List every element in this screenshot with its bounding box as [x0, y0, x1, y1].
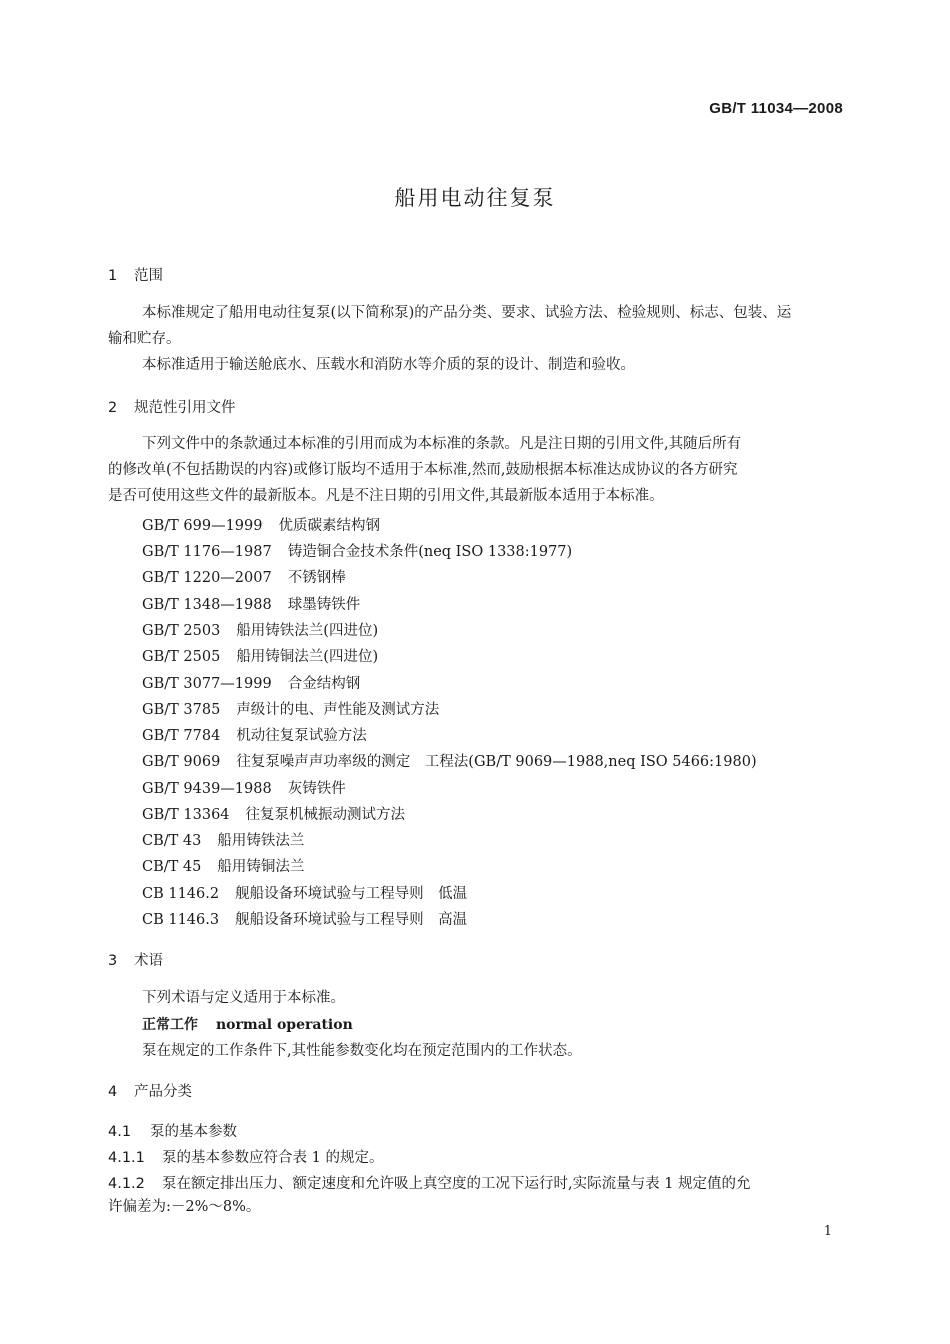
clause-4-1	[108, 1120, 237, 1141]
clause-number: 4.1	[108, 1124, 132, 1140]
section-2-heading	[108, 396, 236, 417]
reference-item	[142, 803, 405, 824]
clause-4-1-1	[108, 1146, 383, 1167]
section-title: 范围	[134, 268, 163, 284]
reference-code: GB/T 7784	[142, 728, 221, 744]
reference-name: 球墨铸铁件	[287, 597, 361, 613]
reference-item	[142, 593, 360, 614]
section-3-heading	[108, 949, 163, 970]
reference-item	[142, 855, 304, 876]
reference-name: 舰船设备环境试验与工程导则 低温	[235, 886, 468, 902]
reference-code: CB 1146.3	[142, 912, 220, 928]
reference-code: GB/T 9439—1988	[142, 781, 272, 797]
reference-name: 声级计的电、声性能及测试方法	[236, 702, 440, 718]
reference-item	[142, 750, 757, 771]
term-english: normal operation	[216, 1017, 353, 1033]
section-number: 4	[108, 1084, 118, 1100]
reference-code: GB/T 1220—2007	[142, 570, 272, 586]
reference-item	[142, 540, 572, 561]
paragraph-line: 的修改单(不包括勘误的内容)或修订版均不适用于本标准,然而,鼓励根据本标准达成协议的各方研究	[108, 462, 738, 478]
reference-name: 往复泵机械振动测试方法	[245, 807, 406, 823]
reference-code: CB/T 45	[142, 859, 202, 875]
section-4-heading	[108, 1080, 192, 1101]
clause-4-1-2	[108, 1172, 751, 1193]
clause-number: 4.1.1	[108, 1150, 145, 1166]
reference-name: 铸造铜合金技术条件(neq ISO 1338:1977)	[287, 544, 573, 560]
term-entry	[142, 1014, 353, 1034]
reference-code: GB/T 2505	[142, 649, 221, 665]
paragraph-line: 输和贮存。	[108, 331, 181, 347]
reference-item	[142, 908, 467, 929]
reference-item	[142, 619, 378, 640]
reference-name: 合金结构钢	[287, 676, 361, 692]
reference-code: GB/T 699—1999	[142, 518, 263, 534]
section-1-heading	[108, 264, 163, 285]
reference-code: CB 1146.2	[142, 886, 220, 902]
reference-item	[142, 777, 346, 798]
reference-name: 不锈钢棒	[287, 570, 346, 586]
reference-item	[142, 724, 367, 745]
document-title: 船用电动往复泵	[394, 186, 556, 210]
paragraph-line: 本标准适用于输送舱底水、压载水和消防水等介质的泵的设计、制造和验收。	[142, 357, 635, 373]
reference-code: GB/T 2503	[142, 623, 221, 639]
reference-name: 船用铸铜法兰	[217, 859, 305, 875]
reference-item	[142, 645, 378, 666]
reference-item	[142, 829, 304, 850]
reference-item	[142, 514, 380, 535]
term-definition: 泵在规定的工作条件下,其性能参数变化均在预定范围内的工作状态。	[142, 1043, 582, 1059]
clause-text: 泵的基本参数应符合表 1 的规定。	[162, 1150, 384, 1166]
section-title: 规范性引用文件	[134, 400, 236, 416]
section-number: 1	[108, 268, 118, 284]
reference-code: GB/T 1176—1987	[142, 544, 272, 560]
reference-name: 往复泵噪声声功率级的测定 工程法(GB/T 9069—1988,neq ISO 5466:1980)	[236, 754, 757, 770]
reference-name: 灰铸铁件	[287, 781, 346, 797]
reference-item	[142, 882, 467, 903]
paragraph-line: 许偏差为:－2%～8%。	[108, 1199, 261, 1215]
reference-name: 船用铸铜法兰(四进位)	[236, 649, 379, 665]
reference-code: GB/T 3077—1999	[142, 676, 272, 692]
page-number: 1	[823, 1224, 832, 1239]
reference-code: GB/T 13364	[142, 807, 230, 823]
reference-name: 机动往复泵试验方法	[236, 728, 367, 744]
reference-name: 船用铸铁法兰(四进位)	[236, 623, 379, 639]
reference-code: GB/T 9069	[142, 754, 221, 770]
clause-text: 泵在额定排出压力、额定速度和允许吸上真空度的工况下运行时,实际流量与表 1 规定值的允	[162, 1176, 751, 1192]
clause-number: 4.1.2	[108, 1176, 145, 1192]
section-number: 3	[108, 953, 118, 969]
paragraph-line: 下列术语与定义适用于本标准。	[142, 990, 345, 1006]
standard-number: GB/T 11034—2008	[709, 100, 843, 117]
reference-item	[142, 672, 360, 693]
section-title: 产品分类	[134, 1084, 192, 1100]
reference-code: CB/T 43	[142, 833, 202, 849]
paragraph-line: 本标准规定了船用电动往复泵(以下简称泵)的产品分类、要求、试验方法、检验规则、标志、包装、运	[142, 305, 792, 321]
term-chinese: 正常工作	[142, 1017, 198, 1033]
section-title: 术语	[134, 953, 163, 969]
clause-title: 泵的基本参数	[150, 1124, 237, 1140]
reference-name: 船用铸铁法兰	[217, 833, 305, 849]
reference-item	[142, 566, 346, 587]
reference-name: 舰船设备环境试验与工程导则 高温	[235, 912, 468, 928]
reference-item	[142, 698, 439, 719]
reference-code: GB/T 3785	[142, 702, 221, 718]
reference-name: 优质碳素结构钢	[278, 518, 380, 534]
paragraph-line: 是否可使用这些文件的最新版本。凡是不注日期的引用文件,其最新版本适用于本标准。	[108, 488, 664, 504]
section-number: 2	[108, 400, 118, 416]
reference-code: GB/T 1348—1988	[142, 597, 272, 613]
paragraph-line: 下列文件中的条款通过本标准的引用而成为本标准的条款。凡是注日期的引用文件,其随后所有	[142, 436, 742, 452]
